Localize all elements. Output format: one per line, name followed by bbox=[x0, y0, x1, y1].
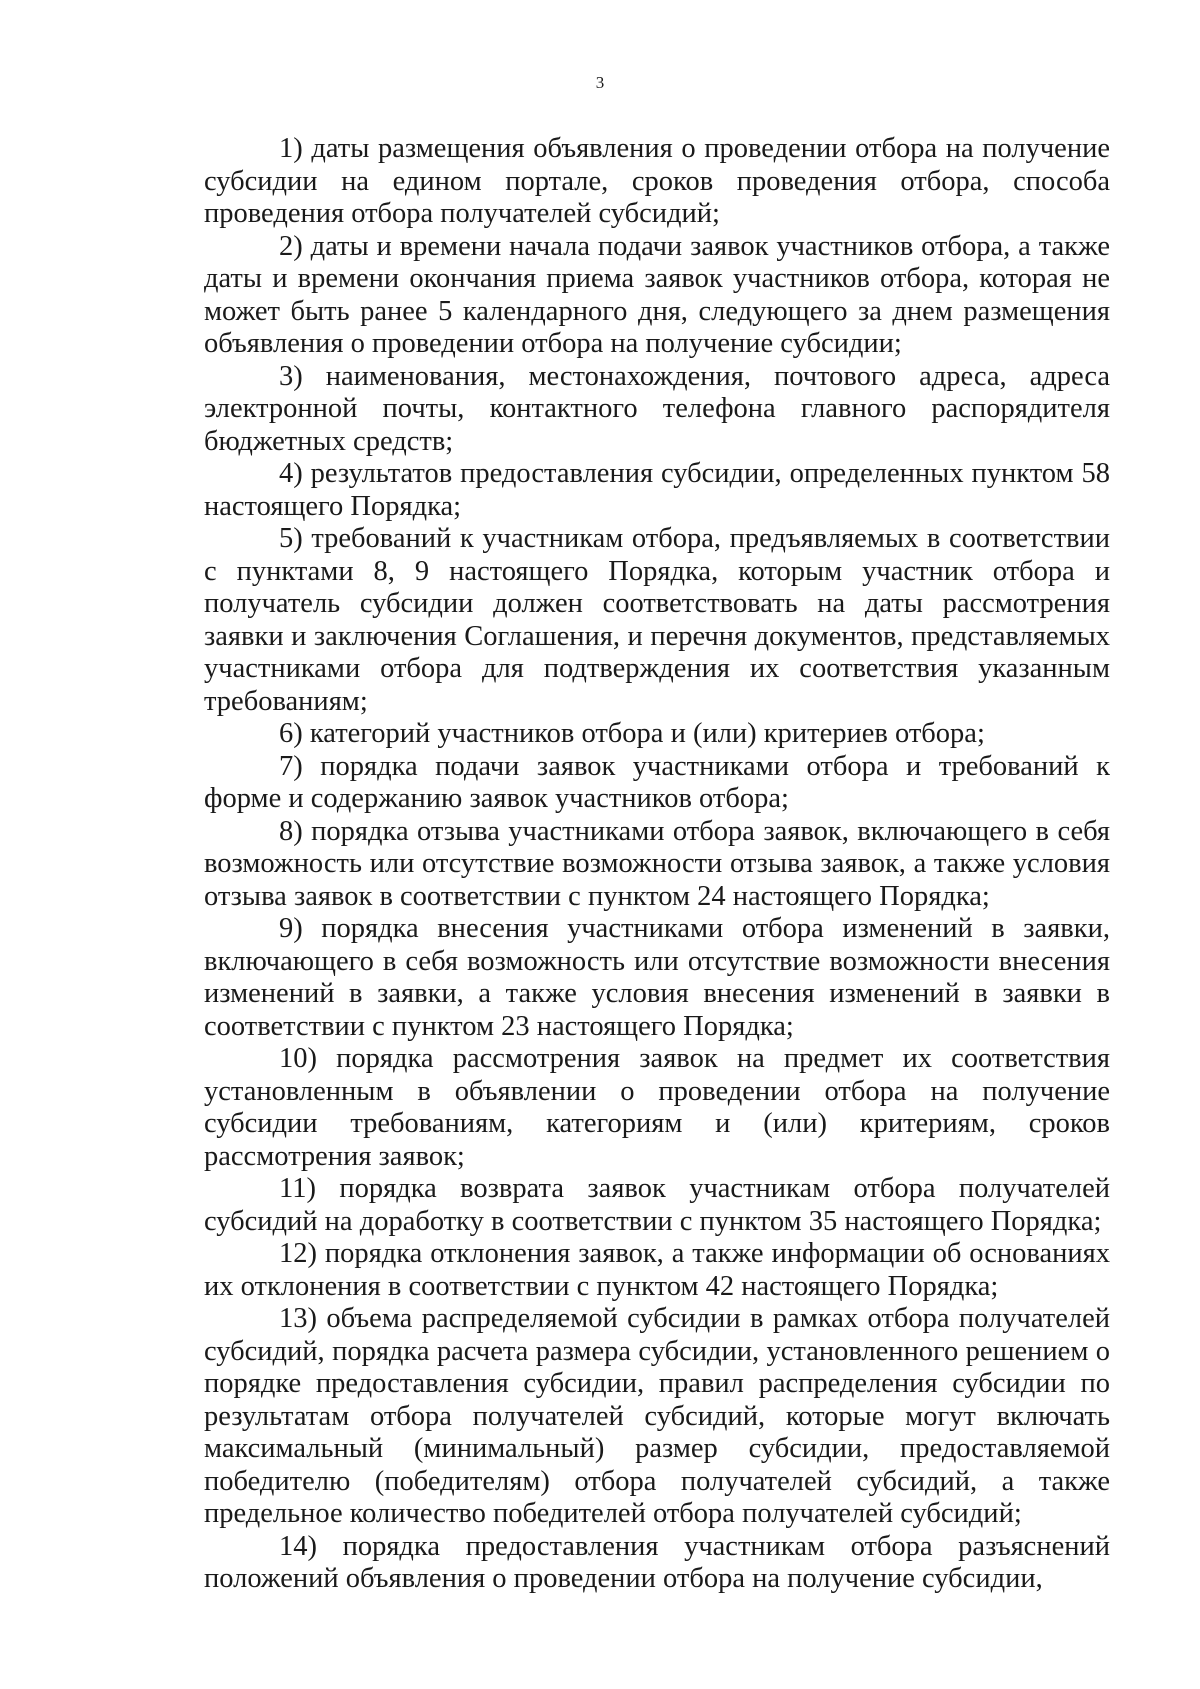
list-item-13: 13) объема распределяемой субсидии в рамках отбора получателей субсидий, порядка расчета размера субсидии, установленного решением о порядке предоставления субсидии, правил распределения субсидии по результатам отбора получателей субсидий, которые могут включать максимальный (минимальный) размер субсидии, предоставляемой победителю (победителям) отбора получателей субсидий, а также предельное количество победителей отбора получателей субсидий; bbox=[204, 1303, 1110, 1529]
list-item-4: 4) результатов предоставления субсидии, определенных пунктом 58 настоящего Порядка; bbox=[204, 458, 1110, 522]
page-number: 3 bbox=[595, 73, 605, 92]
document-body bbox=[204, 133, 1110, 1596]
list-item-12: 12) порядка отклонения заявок, а также информации об основаниях их отклонения в соответствии с пунктом 42 настоящего Порядка; bbox=[204, 1238, 1110, 1302]
list-item-6: 6) категорий участников отбора и (или) критериев отбора; bbox=[279, 718, 985, 749]
list-item-2: 2) даты и времени начала подачи заявок участников отбора, а также даты и времени окончания приема заявок участников отбора, которая не может быть ранее 5 календарного дня, следующего за днем размещения объявления о проведении отбора на получение субсидии; bbox=[204, 230, 1110, 359]
list-item-1: 1) даты размещения объявления о проведении отбора на получение субсидии на едином портале, сроков проведения отбора, способа проведения отбора получателей субсидий; bbox=[204, 133, 1110, 229]
list-item-8: 8) порядка отзыва участниками отбора заявок, включающего в себя возможность или отсутствие возможности отзыва заявок, а также условия отзыва заявок в соответствии с пунктом 24 настоящего Порядка; bbox=[204, 815, 1110, 912]
list-item-10: 10) порядка рассмотрения заявок на предмет их соответствия установленным в объявлении о проведении отбора на получение субсидии требованиям, категориям и (или) критериям, сроков рассмотрения заявок; bbox=[204, 1043, 1110, 1172]
list-item-9: 9) порядка внесения участниками отбора изменений в заявки, включающего в себя возможность или отсутствие возможности внесения изменений в заявки, а также условия внесения изменений в заявки в соответствии с пунктом 23 настоящего Порядка; bbox=[204, 913, 1110, 1042]
list-item-14: 14) порядка предоставления участникам отбора разъяснений положений объявления о проведении отбора на получение субсидии, bbox=[204, 1530, 1110, 1594]
list-item-3: 3) наименования, местонахождения, почтового адреса, адреса электронной почты, контактного телефона главного распорядителя бюджетных средств; bbox=[204, 360, 1110, 457]
list-item-5: 5) требований к участникам отбора, предъявляемых в соответствии с пунктами 8, 9 настоящего Порядка, которым участник отбора и получатель субсидии должен соответствовать на даты рассмотрения заявки и заключения Соглашения, и перечня документов, представляемых участниками отбора для подтверждения их соответствия указанным требованиям; bbox=[204, 523, 1110, 717]
list-item-11: 11) порядка возврата заявок участникам отбора получателей субсидий на доработку в соответствии с пунктом 35 настоящего Порядка; bbox=[204, 1173, 1110, 1237]
list-item-7: 7) порядка подачи заявок участниками отбора и требований к форме и содержанию заявок участников отбора; bbox=[204, 750, 1110, 814]
